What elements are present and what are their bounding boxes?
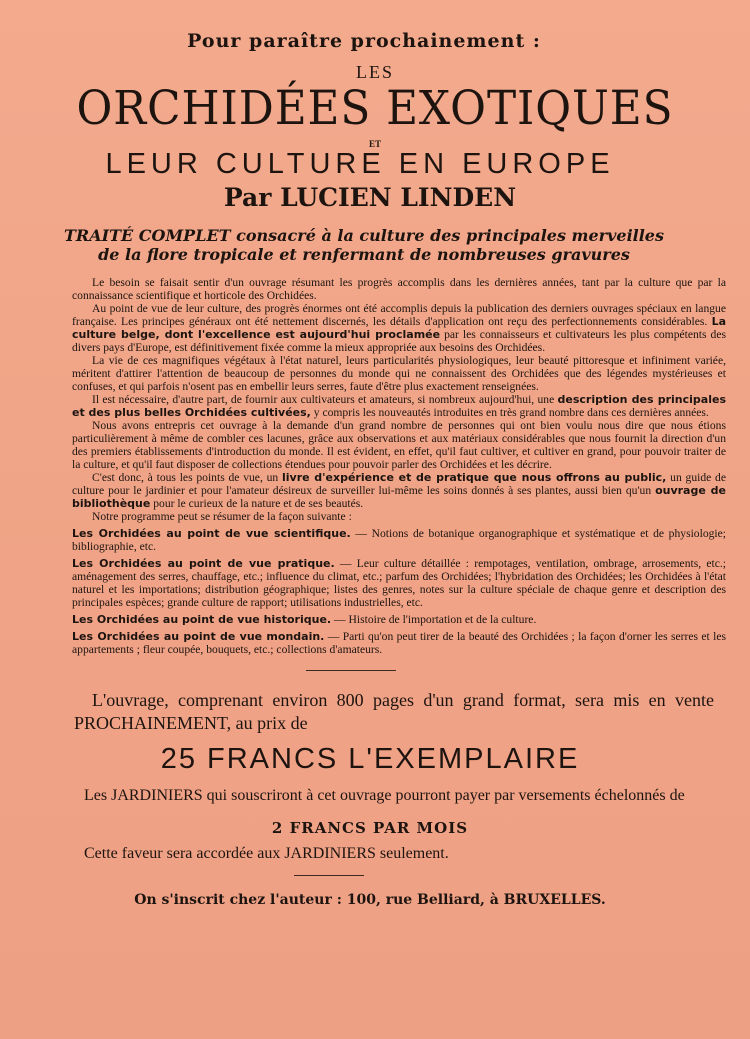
program-historical	[72, 613, 726, 626]
paragraph-6-emphasis-b: ouvrage de bibliothèque	[72, 484, 726, 510]
program-intro: Notre programme peut se résumer de la façon suivante :	[92, 510, 352, 523]
tagline	[4, 226, 724, 264]
divider-2	[294, 875, 364, 876]
program-scientific-heading: Les Orchidées au point de vue scientifique.	[72, 527, 351, 540]
tagline-line-1: TRAITÉ COMPLET consacré à la culture des principales merveilles	[64, 226, 664, 245]
paragraph-6	[72, 471, 726, 510]
author-line: Par LUCIEN LINDEN	[223, 183, 517, 212]
description-body	[72, 276, 726, 656]
program-social-text: — Parti qu'on peut tirer de la beauté des Orchidées ; la façon d'orner les serres et les appartements ; fleur coupée, bouquets, etc.; collections d'amateurs.	[72, 630, 726, 656]
program-practical-text: — Leur culture détaillée : rempotages, ventilation, ombrage, arrosements, etc.; aménagement des serres, chauffage, etc.; influence du climat, etc.; parfum des Orchidées; l'hybridation des Orchidées; les Orchidées à l'état naturel et les importations; distribution géographique; listes des genres, notes sur la culture spéciale de chaque genre et description des principales espèces; grande culture de rapport; utilisations industrielles, etc.	[72, 557, 726, 609]
paragraph-4-emphasis: description des principales et des plus belles Orchidées cultivées,	[72, 393, 726, 419]
paragraph-4-text-b: y compris les nouveautés introduites en très grand nombre dans ces dernières années.	[313, 406, 709, 419]
paragraph-4-text-a: Il est nécessaire, d'autre part, de fournir aux cultivateurs et amateurs, si nombreux aujourd'hui, une	[92, 393, 555, 406]
paragraph-6-emphasis-a: livre d'expérience et de pratique que nous offrons au public,	[282, 471, 667, 484]
program-scientific-text: — Notions de botanique organographique et systématique et de physiologie; bibliographie, etc.	[72, 527, 726, 553]
program-social	[72, 630, 726, 656]
program-social-heading: Les Orchidées au point de vue mondain.	[72, 630, 325, 643]
title-conjunction: ET	[368, 139, 381, 149]
paragraph-4	[72, 393, 726, 419]
program-historical-text: — Histoire de l'importation et de la culture.	[334, 613, 537, 626]
program-historical-heading: Les Orchidées au point de vue historique.	[72, 613, 332, 626]
paragraph-2-emphasis: La culture belge, dont l'excellence est aujourd'hui proclamée	[72, 315, 726, 341]
divider	[306, 670, 396, 671]
paragraph-5: Nous avons entrepris cet ouvrage à la demande d'un grand nombre de personnes qui ont bien voulu nous dire que nous étions particulièrement à même de combler ces lacunes, grâce aux observations et aux matériaux considérables que nous fournit la direction d'un des premiers établissements d'introduction du monde. Il est évident, en effet, qu'il faut cultiver, et cultiver en grand, pour pouvoir traiter de la culture, et qu'il faut disposer de collections étendues pour pouvoir parler des Orchidées et les décrire.	[72, 419, 726, 471]
paragraph-3: La vie de ces magnifiques végétaux à l'état naturel, leurs particularités physiologiques, leur beauté pittoresque et infiniment variée, méritent d'attirer l'attention de beaucoup de personnes du monde qui ne connaissent des Orchidées que des légendes mystérieuses et confuses, et qui parfois n'osent pas en embellir leurs serres, faute d'être plus exactement renseignées.	[72, 354, 726, 393]
offer-text	[74, 689, 714, 735]
paragraph-6-text-c: pour le curieux de la nature et de ses beautés.	[153, 497, 364, 510]
program-practical	[72, 557, 726, 609]
announcement-heading: Pour paraître prochainement :	[187, 30, 541, 52]
price: 25 FRANCS L'EXEMPLAIRE	[160, 743, 580, 775]
program-scientific	[72, 527, 726, 553]
favor-note: Cette faveur sera accordée aux JARDINIERS seulement.	[84, 845, 449, 862]
payment-terms	[74, 784, 714, 807]
paragraph-2-text-a: Au point de vue de leur culture, des progrès énormes ont été accomplis depuis la publication des derniers ouvrages spéciaux en langue française. Les principes généraux ont été nettement discernés, les détails d'application ont reçu des perfectionnements considérables.	[72, 302, 726, 328]
paragraph-1: Le besoin se faisait sentir d'un ouvrage résumant les progrès accomplis dans les dernières années, tant par la culture que par la connaissance scientifique et horticole des Orchidées.	[72, 276, 726, 302]
paragraph-6-text-b: un guide de culture pour le jardinier et pour l'amateur désireux de surveiller lui-même les soins donnés à ses plantes, aussi bien qu'un	[72, 471, 727, 497]
monthly-payment: 2 FRANCS PAR MOIS	[271, 819, 469, 837]
offer-paragraph: L'ouvrage, comprenant environ 800 pages d'un grand format, sera mis en vente PROCHAINEMENT, au prix de	[74, 690, 714, 733]
book-subtitle: LEUR CULTURE EN EUROPE	[105, 148, 615, 180]
subscription-address: On s'inscrit chez l'auteur : 100, rue Belliard, à BRUXELLES.	[134, 892, 606, 908]
title-article: LES	[355, 62, 394, 82]
payment-paragraph: Les JARDINIERS qui souscriront à cet ouvrage pourront payer par versements échelonnés de	[84, 787, 685, 804]
paragraph-2	[72, 302, 726, 354]
paragraph-2-text-b: par les connaisseurs et cultivateurs les plus compétents des divers pays d'Europe, est définitivement fixée comme la mieux appropriée aux besoins des Orchidées.	[72, 328, 727, 354]
program-practical-heading: Les Orchidées au point de vue pratique.	[72, 557, 335, 570]
tagline-line-2: de la flore tropicale et renfermant de nombreuses gravures	[98, 245, 630, 264]
book-title: ORCHIDÉES EXOTIQUES	[76, 81, 674, 136]
paragraph-6-text-a: C'est donc, à tous les points de vue, un	[92, 471, 279, 484]
